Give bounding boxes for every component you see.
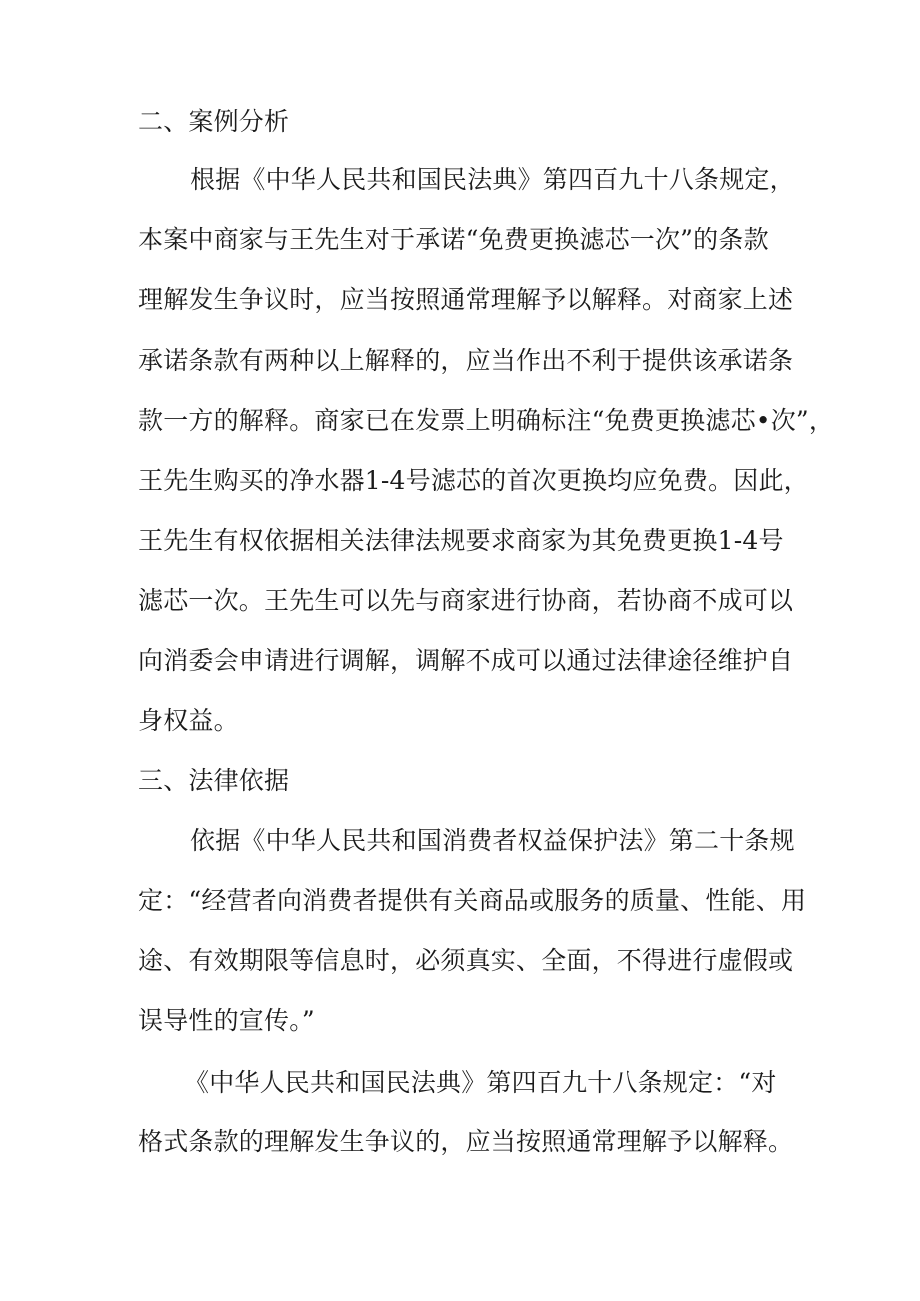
paragraph-line: 向消委会申请进行调解，调解不成可以通过法律途径维护自	[138, 646, 794, 675]
paragraph-line: 定：“经营者向消费者提供有关商品或服务的质量、性能、用	[138, 886, 807, 915]
paragraph-line: 滤芯一次。王先生可以先与商家进行协商，若协商不成可以	[138, 586, 794, 615]
paragraph-line: 王先生购买的净水器1-4号滤芯的首次更换均应免费。因此，	[138, 466, 809, 495]
paragraph-line: 理解发生争议时，应当按照通常理解予以解释。对商家上述	[138, 285, 794, 314]
section-heading-case-analysis: 二、案例分析	[138, 107, 290, 136]
paragraph-line: 《中华人民共和国民法典》第四百九十八条规定：“对	[184, 1068, 777, 1097]
section-heading-legal-basis: 三、法律依据	[138, 766, 290, 795]
paragraph-line: 根据《中华人民共和国民法典》第四百九十八条规定，	[190, 165, 795, 194]
paragraph-line: 承诺条款有两种以上解释的，应当作出不利于提供该承诺条	[138, 346, 794, 375]
paragraph-line: 本案中商家与王先生对于承诺“免费更换滤芯一次”的条款	[138, 225, 769, 254]
paragraph-line: 款一方的解释。商家已在发票上明确标注“免费更换滤芯•次”，	[138, 406, 835, 435]
paragraph-line: 误导性的宣传。”	[138, 1006, 315, 1035]
paragraph-line: 王先生有权依据相关法律法规要求商家为其免费更换1-4号	[138, 526, 784, 555]
paragraph-line: 依据《中华人民共和国消费者权益保护法》第二十条规	[190, 826, 795, 855]
paragraph-line: 身权益。	[138, 706, 239, 735]
paragraph-line: 途、有效期限等信息时，必须真实、全面，不得进行虚假或	[138, 946, 794, 975]
paragraph-line: 格式条款的理解发生争议的，应当按照通常理解予以解释。	[138, 1127, 794, 1156]
